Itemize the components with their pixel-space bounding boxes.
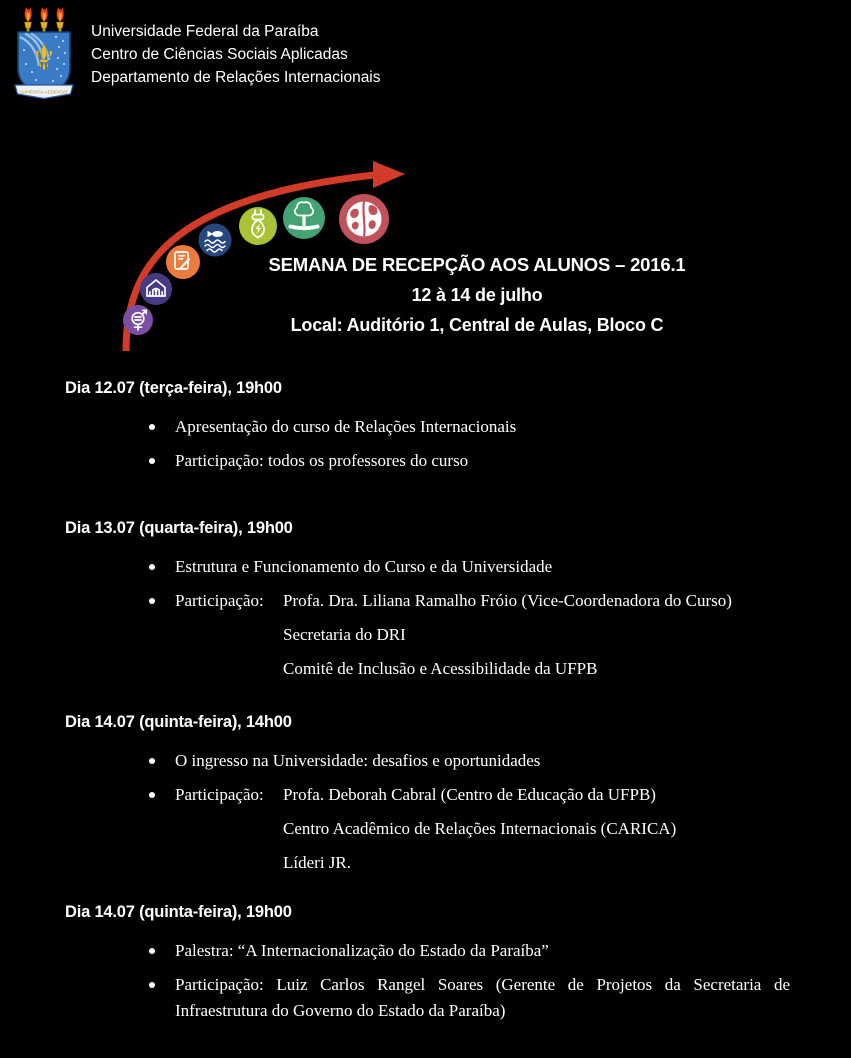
university-header xyxy=(12,6,381,102)
schedule-section-day-13 xyxy=(65,518,790,690)
bullet-item: Apresentação do curso de Relações Internacionais xyxy=(147,414,790,440)
schedule-section-day-12 xyxy=(65,378,790,482)
bullet-item xyxy=(147,588,790,682)
participation-label: Participação: xyxy=(175,785,264,804)
split-globe-icon xyxy=(339,194,389,244)
arrowhead-icon xyxy=(373,161,405,188)
clean-energy-icon xyxy=(239,207,277,245)
schedule-section-day-14-afternoon xyxy=(65,712,790,884)
participation-entries xyxy=(283,588,790,682)
participation-entry: Comitê de Inclusão e Acessibilidade da UFPB xyxy=(283,659,598,678)
section-heading: Dia 12.07 (terça-feira), 19h00 xyxy=(65,379,282,397)
participation-entry: Profa. Deborah Cabral (Centro de Educação da UFPB) xyxy=(283,785,656,804)
participation-entry: Profa. Dra. Liliana Ramalho Fróio (Vice-Coordenadora do Curso) xyxy=(283,591,732,610)
participation-entry: Líderi JR. xyxy=(283,853,351,872)
title-block xyxy=(103,250,851,340)
section-heading: Dia 13.07 (quarta-feira), 19h00 xyxy=(65,519,293,537)
section-heading: Dia 14.07 (quinta-feira), 19h00 xyxy=(65,903,292,921)
bullet-item: Estrutura e Funcionamento do Curso e da Universidade xyxy=(147,554,790,580)
bullet-item: Participação: todos os professores do curso xyxy=(147,448,790,474)
department-name: Departamento de Relações Internacionais xyxy=(91,69,381,86)
institution-lines xyxy=(91,6,381,102)
participation-entry: Centro Acadêmico de Relações Internacionais (CARICA) xyxy=(283,819,677,838)
event-title: SEMANA DE RECEPÇÃO AOS ALUNOS – 2016.1 xyxy=(268,254,686,275)
bullet-item: Palestra: “A Internacionalização do Estado da Paraíba” xyxy=(147,938,790,964)
center-name: Centro de Ciências Sociais Aplicadas xyxy=(91,46,348,63)
tree-icon xyxy=(283,197,325,239)
participation-label: Participação: xyxy=(175,591,264,610)
bullet-item: Participação: Luiz Carlos Rangel Soares (Gerente de Projetos da Secretaria de Infraestrutura do Governo do Estado da Paraíba) xyxy=(147,972,790,1024)
event-location: Local: Auditório 1, Central de Aulas, Bloco C xyxy=(290,315,664,335)
schedule-section-day-14-evening xyxy=(65,902,790,1032)
event-dates: 12 à 14 de julho xyxy=(411,285,543,305)
motto-ribbon xyxy=(15,85,73,99)
section-heading: Dia 14.07 (quinta-feira), 14h00 xyxy=(65,713,292,731)
torch-icons xyxy=(25,7,64,32)
participation-entries xyxy=(283,782,790,876)
participation-entry: Secretaria do DRI xyxy=(283,625,406,644)
university-name: Universidade Federal da Paraíba xyxy=(91,23,319,40)
ufpb-crest-logo xyxy=(12,6,76,102)
bullet-item xyxy=(147,782,790,876)
bullet-item: O ingresso na Universidade: desafios e oportunidades xyxy=(147,748,790,774)
motto-text: SAPIENTIA AEDIFICAT xyxy=(19,89,69,95)
